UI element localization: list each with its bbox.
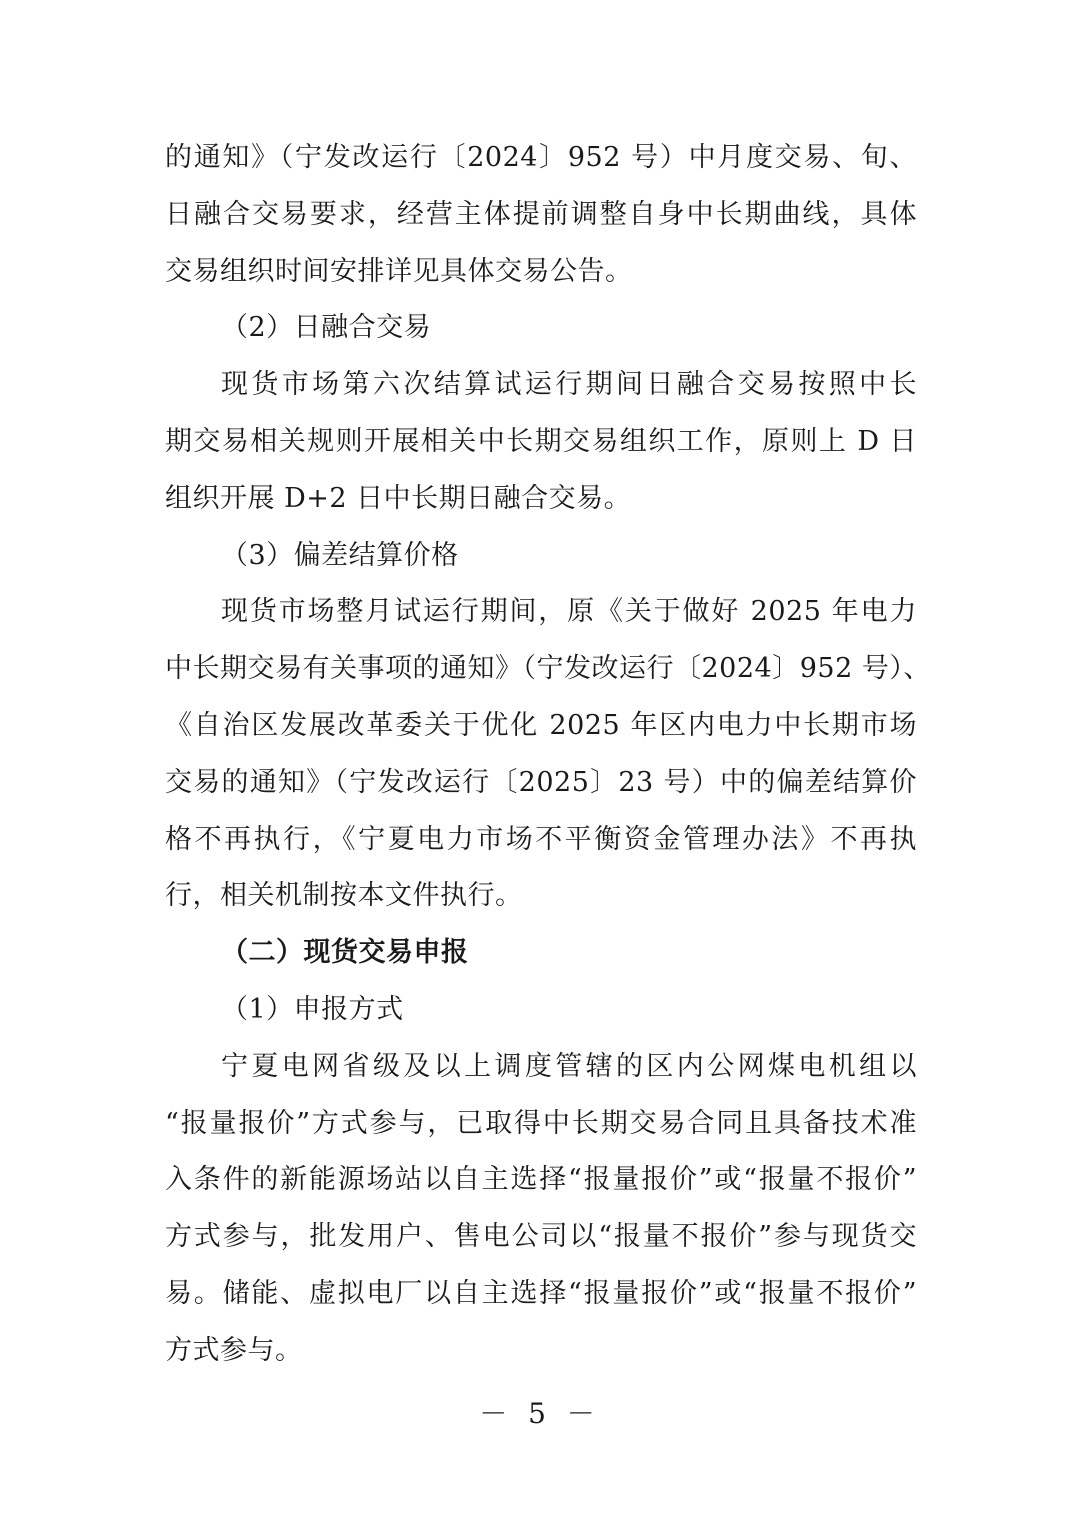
body-line: 行，相关机制按本文件执行。	[165, 880, 523, 912]
body-line: 日融合交易要求，经营主体提前调整自身中长期曲线，具体	[165, 198, 917, 230]
body-line: 方式参与。	[165, 1334, 303, 1366]
body-line: 组织开展 D+2 日中长期日融合交易。	[165, 482, 632, 514]
body-line: “报量报价”方式参与，已取得中长期交易合同且具备技术准	[165, 1107, 917, 1139]
page-number: － 5 －	[479, 1397, 601, 1430]
body-line: 中长期交易有关事项的通知》（宁发改运行〔2024〕952 号）、	[165, 653, 931, 685]
document-body	[165, 130, 931, 1380]
body-line: 入条件的新能源场站以自主选择“报量报价”或“报量不报价”	[165, 1164, 917, 1196]
section-heading-spot-trading-declaration: （二）现货交易申报	[221, 937, 469, 969]
body-line: 的通知》（宁发改运行〔2024〕952 号）中月度交易、旬、	[165, 142, 917, 173]
body-line: 格不再执行，《宁夏电力市场不平衡资金管理办法》不再执	[165, 823, 917, 855]
subheading-declaration-method: （1）申报方式	[221, 993, 404, 1025]
body-line: 宁夏电网省级及以上调度管辖的区内公网煤电机组以	[221, 1050, 917, 1082]
body-line: 现货市场第六次结算试运行期间日融合交易按照中长	[221, 369, 917, 401]
body-line: 《自治区发展改革委关于优化 2025 年区内电力中长期市场	[165, 709, 917, 741]
body-line: 方式参与，批发用户、售电公司以“报量不报价”参与现货交	[165, 1221, 917, 1253]
body-line: 期交易相关规则开展相关中长期交易组织工作，原则上 D 日	[165, 425, 917, 457]
subheading-deviation-settlement-price: （3）偏差结算价格	[221, 539, 459, 571]
body-line: 易。储能、虚拟电厂以自主选择“报量报价”或“报量不报价”	[165, 1277, 917, 1309]
body-line: 现货市场整月试运行期间，原《关于做好 2025 年电力	[221, 596, 917, 628]
subheading-daily-fusion-trading: （2）日融合交易	[221, 312, 432, 344]
body-line: 交易组织时间安排详见具体交易公告。	[165, 255, 633, 287]
body-line: 交易的通知》（宁发改运行〔2025〕23 号）中的偏差结算价	[165, 766, 917, 798]
